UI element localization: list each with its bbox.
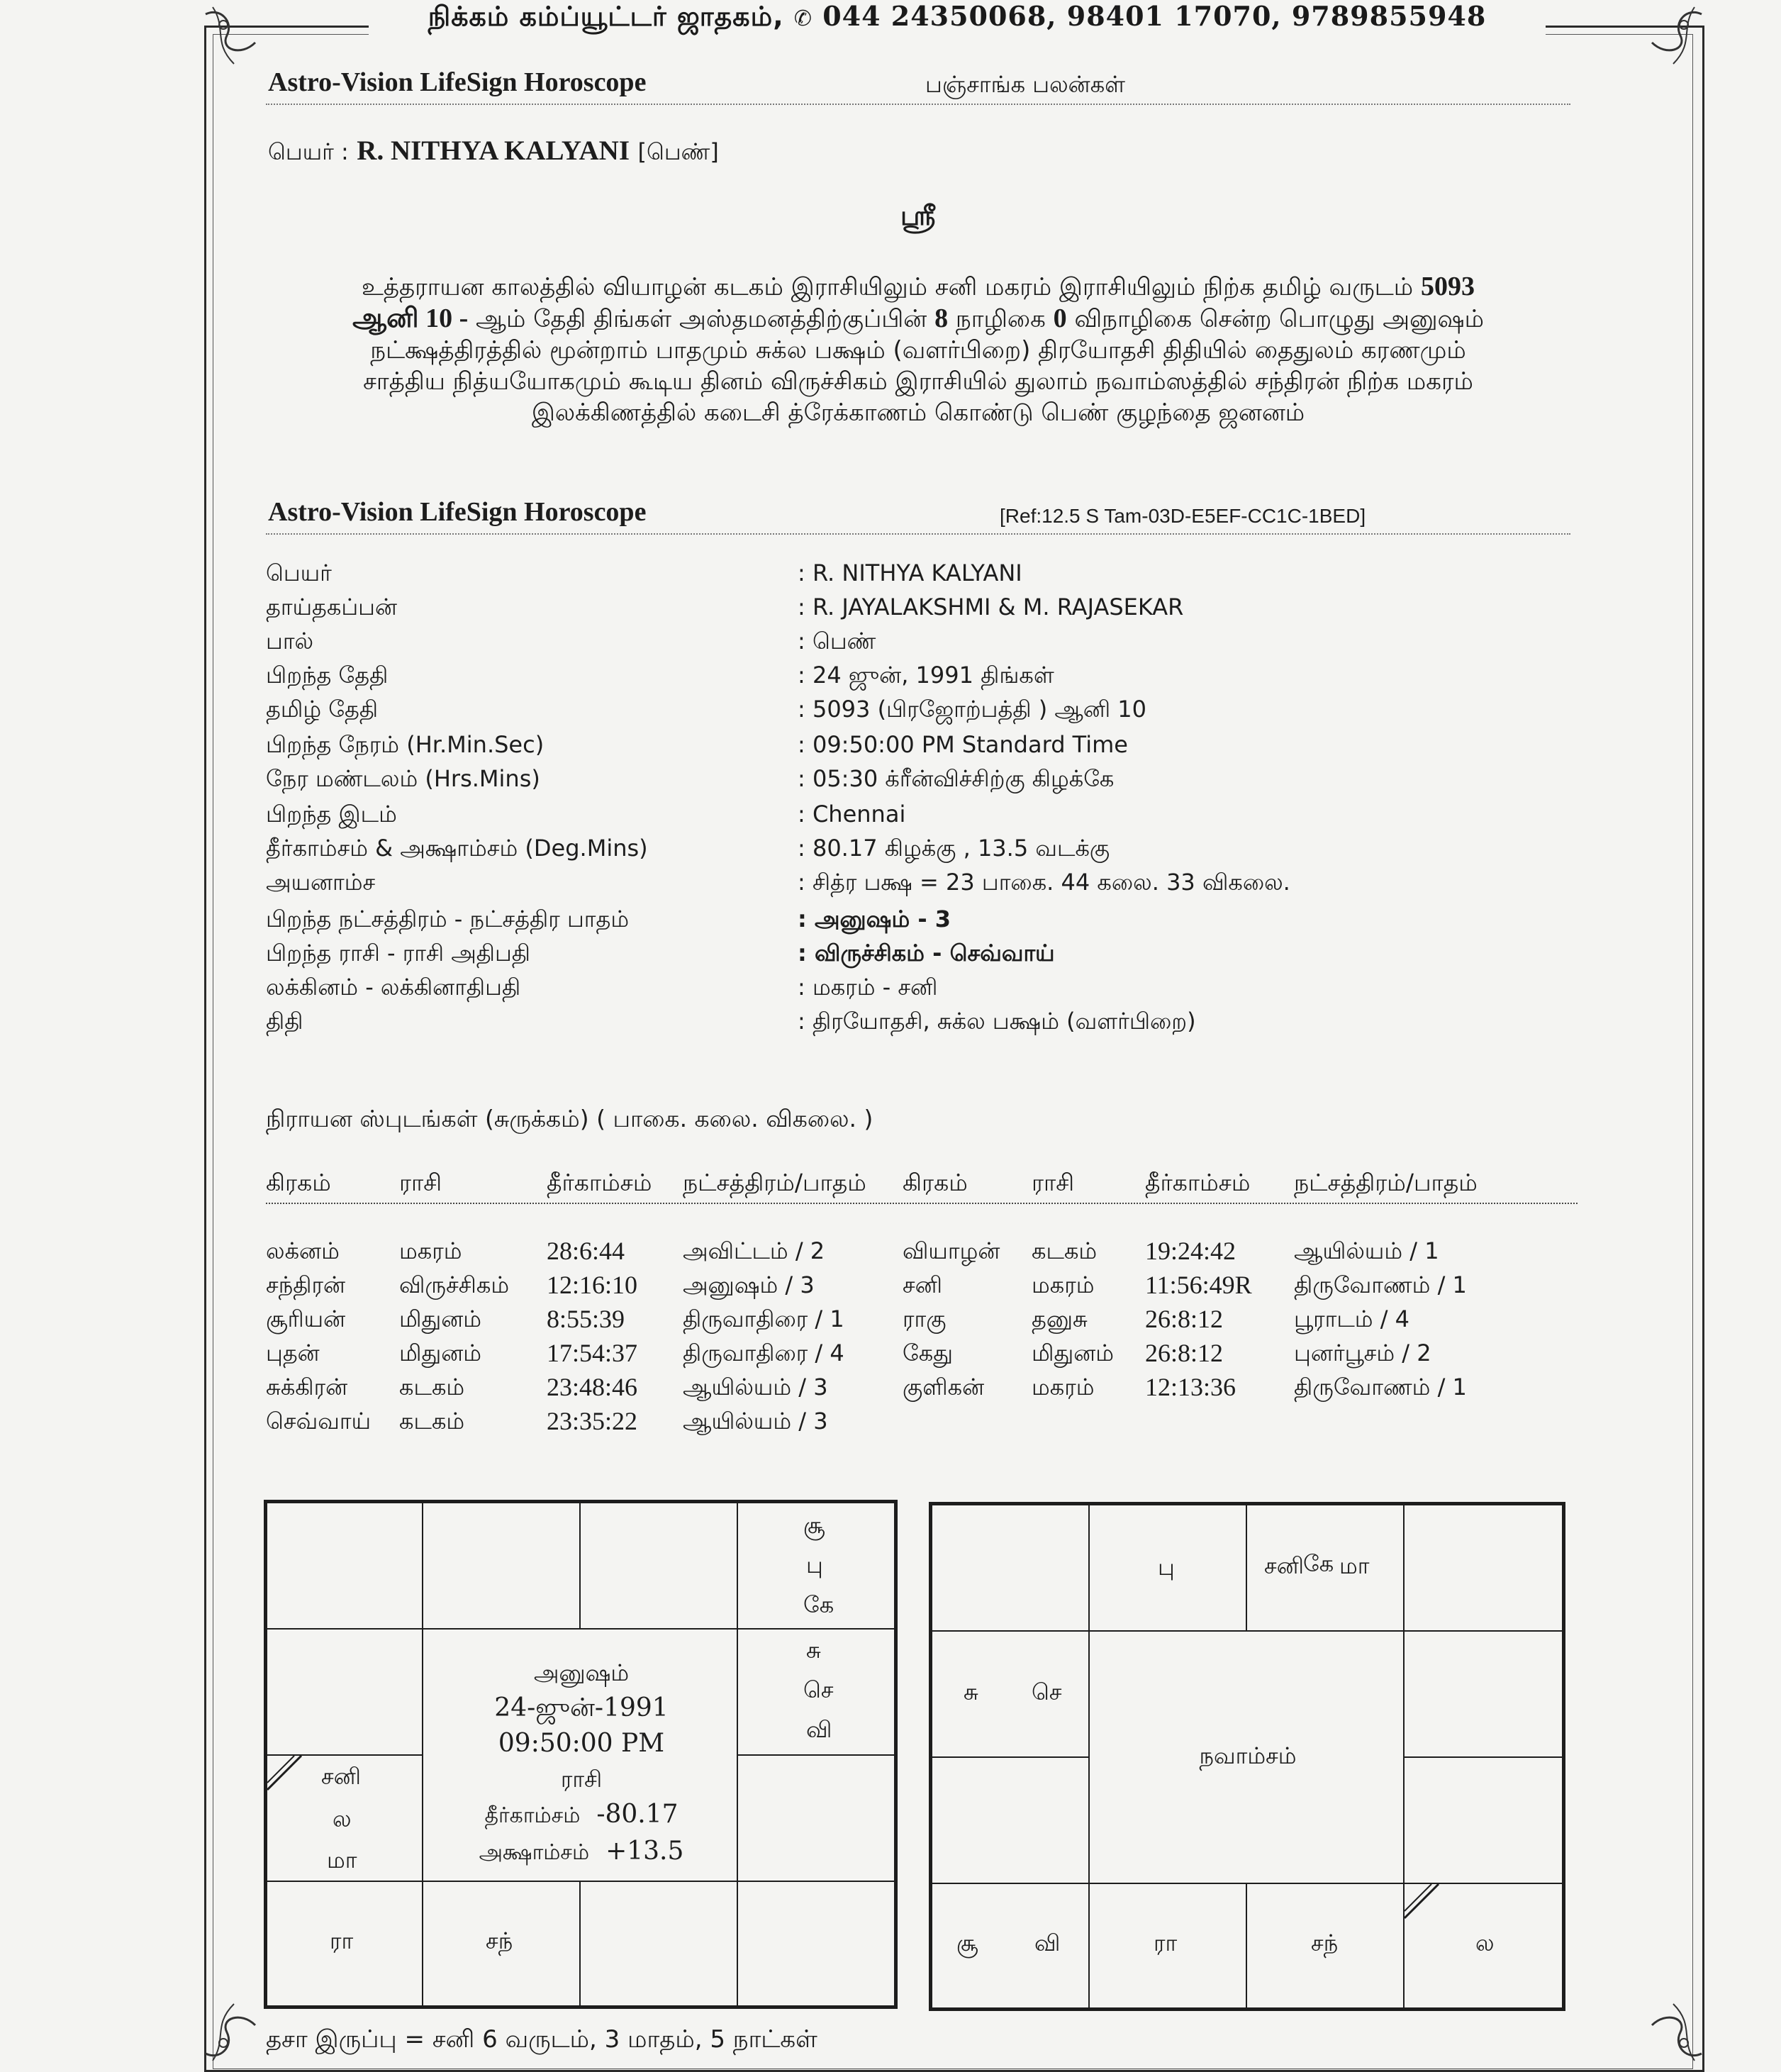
planet-cell: அவிட்டம் / 2 (683, 1237, 825, 1264)
planet-cell: ராகு (903, 1305, 947, 1332)
rasi-center-star: அனுஷம் (533, 1659, 630, 1686)
name-line (268, 135, 719, 168)
navamsa-planet: சந் (1311, 1929, 1339, 1956)
planet-cell: 12:13:36 (1145, 1373, 1236, 1401)
detail-value: : 24 ஜுன், 1991 திங்கள் (798, 662, 1054, 689)
rasi-house-7 (737, 1881, 895, 2007)
lagna-mark-icon (1405, 1884, 1447, 1920)
detail-value: : 80.17 கிழக்கு , 13.5 வடக்கு (798, 835, 1110, 862)
planet-row (266, 1336, 1578, 1370)
navamsa-house-10 (931, 1883, 1090, 2009)
navamsa-house-2 (1088, 1504, 1247, 1632)
planet-cell: கடகம் (399, 1374, 465, 1400)
navamsa-house-9 (1088, 1883, 1247, 2009)
planet-cell: லக்னம் (266, 1237, 340, 1264)
planet-header-cell: தீர்காம்சம் (1145, 1169, 1251, 1196)
detail-label: பிறந்த நேரம் (Hr.Min.Sec) (266, 731, 545, 758)
detail-value: : சித்ர பக்ஷ = 23 பாகை. 44 கலை. 33 விகலை. (798, 869, 1290, 896)
planet-cell: கடகம் (399, 1408, 465, 1435)
navamsa-planet: ரா (1154, 1929, 1178, 1956)
planet-table-title: நிராயன ஸ்புடங்கள் (சுருக்கம்) ( பாகை. கலை. விகலை. ) (266, 1105, 873, 1132)
detail-value: : மகரம் - சனி (798, 974, 938, 1001)
detail-label: பெயர் (266, 559, 332, 586)
section2-rule (266, 533, 1570, 535)
planet-cell: தனுசு (1032, 1305, 1088, 1332)
rasi-house-11-lagna (266, 1754, 423, 1882)
para-line-5: இலக்கிணத்தில் கடைசி த்ரேக்காணம் கொண்டு பெண் குழந்தை ஜனனம் (531, 399, 1305, 427)
sri-heading: ஸ்ரீ (900, 200, 936, 231)
planet-cell: 23:48:46 (547, 1373, 638, 1401)
detail-value: : 09:50:00 PM Standard Time (798, 731, 1128, 758)
rasi-house-3 (579, 1502, 738, 1630)
detail-label: அயனாம்ச (266, 869, 376, 896)
planet-cell: 26:8:12 (1145, 1305, 1224, 1333)
navamsa-house-11 (931, 1756, 1090, 1884)
planet-cell: கடகம் (1032, 1237, 1098, 1264)
detail-label: பிறந்த நட்சத்திரம் - நட்சத்திர பாதம் (266, 906, 630, 932)
detail-label: தாய்தகப்பன் (266, 594, 397, 620)
para-line-2: ஆனி 10 - ஆம் தேதி திங்கள் அஸ்தமனத்திற்குப்பின் 8 நாழிகை 0 விநாழிகை சென்ற பொழுது அனுஷம் (352, 303, 1484, 333)
planet-header-cell: நட்சத்திரம்/பாதம் (683, 1169, 866, 1196)
navamsa-planet: சனி (1264, 1552, 1304, 1579)
planet-cell: மிதுனம் (399, 1305, 482, 1332)
corner-ornament-bottom-right (1631, 1990, 1709, 2068)
header-phones: 044 24350068, 98401 17070, 9789855948 (822, 0, 1487, 32)
rasi-house-9 (422, 1881, 581, 2007)
navamsa-house-5 (1403, 1630, 1563, 1758)
rasi-center-longitude: தீர்காம்சம் -80.17 (484, 1800, 679, 1829)
planet-cell: சூரியன் (266, 1305, 346, 1332)
rasi-house-8 (579, 1881, 738, 2007)
rasi-planet: பு (806, 1552, 823, 1578)
rasi-planet: மா (327, 1847, 357, 1873)
detail-label: பிறந்த ராசி - ராசி அதிபதி (266, 940, 531, 967)
planet-cell: 17:54:37 (547, 1339, 638, 1367)
planet-cell: அனுஷம் / 3 (683, 1271, 815, 1298)
name-value: R. NITHYA KALYANI (357, 135, 630, 166)
rasi-house-6 (737, 1754, 895, 1882)
detail-label: நேர மண்டலம் (Hrs.Mins) (266, 765, 540, 792)
header-title: நிக்கம் கம்ப்யூட்டர் ஜாதகம், (428, 1, 784, 32)
planet-cell: ஆயில்யம் / 3 (683, 1374, 828, 1400)
planet-cell: கேது (903, 1339, 953, 1366)
planet-cell: குளிகன் (903, 1374, 985, 1400)
rasi-planet: சந் (486, 1927, 513, 1954)
navamsa-house-8 (1246, 1883, 1405, 2009)
detail-value: : அனுஷம் - 3 (798, 906, 951, 932)
navamsa-planet: மா (1339, 1552, 1370, 1579)
corner-ornament-top-left (199, 0, 277, 78)
planet-cell: பூராடம் / 4 (1294, 1305, 1410, 1332)
planet-cell: 28:6:44 (547, 1237, 625, 1265)
para-line-3: நட்க்ஷத்திரத்தில் மூன்றாம் பாதமும் சுக்ல பக்ஷம் (வளர்பிறை) திரயோதசி திதியில் தைதுலம் கரணமும் (370, 336, 1466, 364)
planet-cell: சந்திரன் (266, 1271, 346, 1298)
detail-value: : 05:30 க்ரீன்விச்சிற்கு கிழக்கே (798, 765, 1115, 792)
rasi-house-4 (737, 1502, 895, 1630)
detail-value: : திரயோதசி, சுக்ல பக்ஷம் (வளர்பிறை) (798, 1008, 1196, 1035)
planet-cell: மிதுனம் (399, 1339, 482, 1366)
detail-value: : 5093 (பிரஜோற்பத்தி ) ஆனி 10 (798, 696, 1147, 723)
planet-cell: 23:35:22 (547, 1407, 638, 1435)
detail-label: பிறந்த தேதி (266, 662, 389, 689)
planet-header-cell: கிரகம் (903, 1169, 968, 1196)
section1-brand: Astro-Vision LifeSign Horoscope (268, 67, 647, 97)
navamsa-house-1 (931, 1504, 1090, 1632)
planet-row (266, 1268, 1578, 1302)
rasi-chart (264, 1500, 898, 2009)
navamsa-planet: பு (1158, 1554, 1175, 1581)
navamsa-planet: சூ (956, 1929, 978, 1956)
corner-ornament-top-right (1631, 0, 1709, 78)
planet-cell: மிதுனம் (1032, 1339, 1115, 1366)
detail-label: பால் (266, 628, 314, 655)
planet-cell: 19:24:42 (1145, 1237, 1236, 1265)
planet-header-cell: கிரகம் (266, 1169, 331, 1196)
detail-value: : R. JAYALAKSHMI & M. RAJASEKAR (798, 594, 1184, 620)
planet-cell: திருவோணம் / 1 (1294, 1271, 1467, 1298)
phone-icon: ✆ (793, 6, 813, 31)
navamsa-center (1088, 1630, 1405, 1884)
planet-header-cell: தீர்காம்சம் (547, 1169, 652, 1196)
detail-label: தீர்காம்சம் & அக்ஷாம்சம் (Deg.Mins) (266, 835, 648, 862)
page-header (369, 0, 1546, 35)
navamsa-house-7-lagna (1403, 1883, 1563, 2009)
rasi-house-2 (422, 1502, 581, 1630)
planet-cell: செவ்வாய் (266, 1408, 372, 1435)
planet-header-cell: நட்சத்திரம்/பாதம் (1294, 1169, 1478, 1196)
navamsa-house-6 (1403, 1756, 1563, 1884)
rasi-planet: கே (803, 1591, 834, 1618)
rasi-center-date: 24-ஜுன்-1991 (494, 1693, 669, 1722)
detail-label: பிறந்த இடம் (266, 801, 397, 828)
planet-cell: புனர்பூசம் / 2 (1294, 1339, 1431, 1366)
planet-cell: 12:16:10 (547, 1271, 638, 1299)
rasi-planet: செ (803, 1676, 834, 1703)
rasi-center-label: ராசி (560, 1766, 603, 1793)
planet-header-row (266, 1166, 1578, 1200)
planet-cell: ஆயில்யம் / 1 (1294, 1237, 1439, 1264)
navamsa-chart (929, 1502, 1565, 2011)
planet-cell: சுக்கிரன் (266, 1374, 348, 1400)
planet-row (266, 1370, 1578, 1404)
rasi-center-time: 09:50:00 PM (498, 1729, 665, 1758)
detail-value: : R. NITHYA KALYANI (798, 559, 1022, 586)
planet-cell: மகரம் (399, 1237, 462, 1264)
planet-cell: வியாழன் (903, 1237, 1000, 1264)
planet-row (266, 1234, 1578, 1268)
planet-cell: 8:55:39 (547, 1305, 625, 1333)
rasi-house-5 (737, 1628, 895, 1756)
rasi-house-10 (266, 1881, 423, 2007)
planet-cell: சனி (903, 1271, 942, 1298)
planet-header-cell: ராசி (1032, 1169, 1075, 1196)
rasi-planet: ல (333, 1805, 352, 1832)
navamsa-planet: வி (1034, 1929, 1061, 1956)
planet-cell: ஆயில்யம் / 3 (683, 1408, 828, 1435)
rasi-planet: சூ (803, 1512, 825, 1539)
detail-label: தமிழ் தேதி (266, 696, 379, 723)
panchanga-paragraph (262, 271, 1574, 428)
detail-value: : விருச்சிகம் - செவ்வாய் (798, 940, 1055, 967)
planet-header-rule (266, 1203, 1578, 1204)
planet-cell: 26:8:12 (1145, 1339, 1224, 1367)
ref-code: [Ref:12.5 S Tam-03D-E5EF-CC1C-1BED] (1000, 505, 1366, 527)
para-line-1: உத்தராயன காலத்தில் வியாழன் கடகம் இராசியிலும் சனி மகரம் இராசியிலும் நிற்க தமிழ் வருடம் 5093 (362, 272, 1475, 301)
detail-value: : Chennai (798, 801, 906, 828)
navamsa-center-label: நவாம்சம் (1199, 1742, 1297, 1769)
planet-cell: திருவாதிரை / 4 (683, 1339, 844, 1366)
navamsa-planet: செ (1032, 1678, 1062, 1705)
rasi-center-latitude: அக்ஷாம்சம் +13.5 (479, 1837, 684, 1866)
detail-label: லக்கினம் - லக்கினாதிபதி (266, 974, 521, 1001)
rasi-house-12 (266, 1628, 423, 1756)
rasi-planet: வி (806, 1716, 832, 1743)
section1-subtitle: பஞ்சாங்க பலன்கள் (925, 71, 1126, 98)
rasi-planet: ரா (330, 1927, 354, 1954)
navamsa-planet: கே (1303, 1550, 1334, 1577)
planet-row (266, 1404, 1578, 1438)
gender-tag: [பெண்] (637, 138, 719, 165)
planet-cell: திருவோணம் / 1 (1294, 1374, 1467, 1400)
planet-cell: மகரம் (1032, 1271, 1095, 1298)
detail-label: திதி (266, 1008, 303, 1035)
planet-header-cell: ராசி (399, 1169, 442, 1196)
rasi-house-1 (266, 1502, 423, 1630)
name-label: பெயர் : (268, 138, 349, 165)
navamsa-house-4 (1403, 1504, 1563, 1632)
planet-row (266, 1302, 1578, 1336)
para-line-4: சாத்திய நித்யயோகமும் கூடிய தினம் விருச்சிகம் இராசியில் துலாம் நவாம்ஸத்தில் சந்திரன் நிற்க மகரம் (363, 367, 1473, 396)
rasi-planet: சனி (321, 1763, 361, 1790)
dasa-balance: தசா இருப்பு = சனி 6 வருடம், 3 மாதம், 5 நாட்கள் (266, 2025, 817, 2054)
navamsa-planet: ல (1475, 1929, 1495, 1956)
section2-brand: Astro-Vision LifeSign Horoscope (268, 497, 647, 527)
detail-value: : பெண் (798, 628, 876, 655)
planet-cell: விருச்சிகம் (399, 1271, 510, 1298)
planet-cell: திருவாதிரை / 1 (683, 1305, 844, 1332)
rasi-planet: சு (806, 1637, 821, 1664)
planet-cell: புதன் (266, 1339, 320, 1366)
section1-rule (266, 104, 1570, 105)
rasi-center (422, 1628, 738, 1882)
lagna-mark-icon (267, 1756, 310, 1791)
navamsa-house-12 (931, 1630, 1090, 1758)
planet-cell: 11:56:49R (1145, 1271, 1252, 1299)
planet-cell: மகரம் (1032, 1374, 1095, 1400)
navamsa-planet: சு (964, 1678, 978, 1705)
